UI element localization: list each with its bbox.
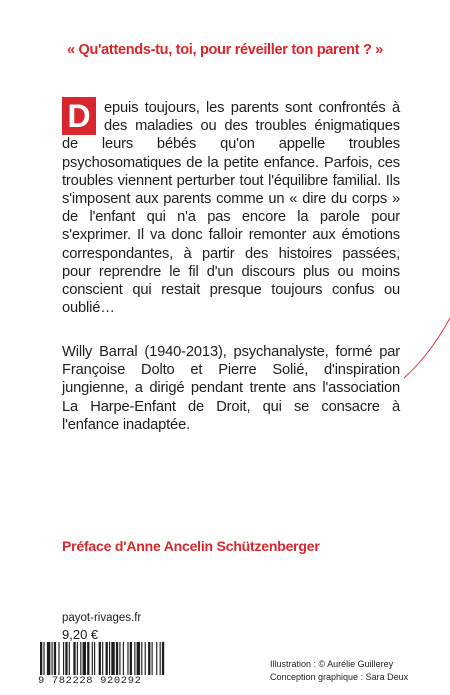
publisher-website: payot-rivages.fr	[62, 612, 142, 624]
design-credit: Conception graphique : Sara Deux	[270, 672, 409, 682]
illustration-credit: Illustration : © Aurélie Guillerey	[270, 659, 394, 669]
description-paragraph	[62, 99, 400, 317]
preface-credit: Préface d'Anne Ancelin Schützenberger	[62, 538, 320, 554]
cover-credits	[270, 658, 408, 684]
isbn-digits: 9 782228 920292	[36, 675, 238, 687]
description-text: epuis toujours, les parents sont confrontés à des maladies ou des troubles énigmatiques de leurs bébés qu'on appelle troubles psychosomatiques de la petite enfance. Parfois, ces troubles viennent perturber tout l'équilibre familial. Ils s'imposent aux parents comme un « dire du corps » de l'enfant qui n'a pas encore la parole pour s'exprimer. Il va donc falloir remonter aux émotions correspondantes, à partir des histoires passées, pour reprendre le fil d'un discours plus ou moins conscient qui restait presque toujours confus ou oublié…	[62, 100, 400, 317]
tagline: « Qu'attends-tu, toi, pour réveiller ton parent ? »	[66, 42, 384, 58]
author-bio-paragraph: Willy Barral (1940-2013), psychanalyste, formé par Françoise Dolto et Pierre Solié, d'inspiration jungienne, a dirigé pendant trente ans l'association La Harpe-Enfant de Droit, qui se consacre à l'enfance inadaptée.	[62, 344, 400, 433]
dropcap-letter: D	[62, 97, 96, 135]
price-label: 9,20 €	[62, 627, 99, 642]
